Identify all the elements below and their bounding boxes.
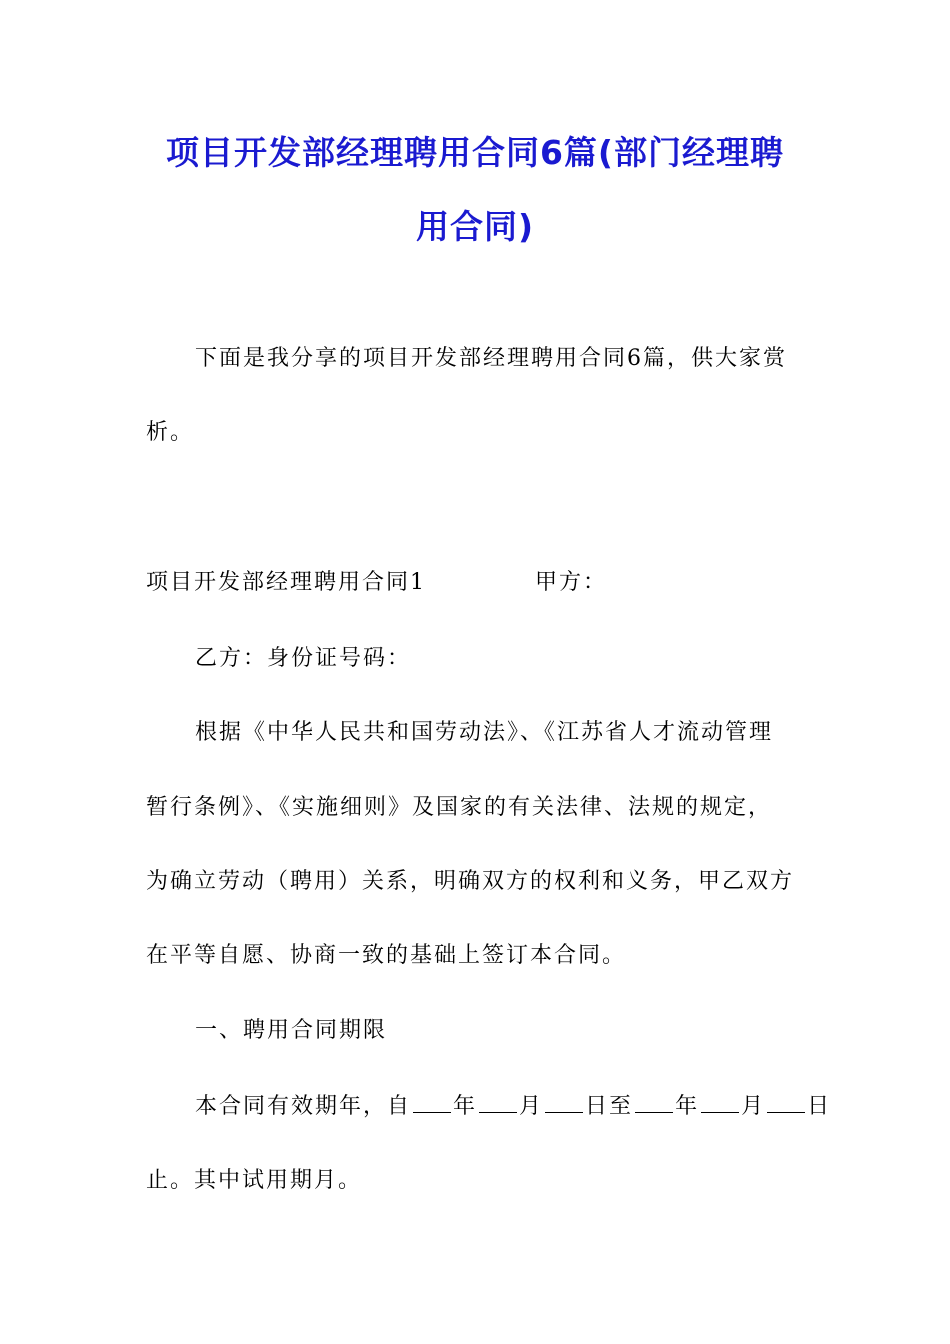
basis-paragraph-line-4: 在平等自愿、协商一致的基础上签订本合同。 xyxy=(146,943,627,968)
term-text: 本合同有效期年，自 xyxy=(195,1094,412,1119)
term-day-label: 日 xyxy=(807,1094,832,1119)
document-title-line-1: 项目开发部经理聘用合同6篇(部门经理聘 xyxy=(165,133,785,172)
contract-heading: 项目开发部经理聘用合同1 xyxy=(146,570,426,595)
basis-paragraph-line-2: 暂行条例》、《实施细则》及国家的有关法律、法规的规定， xyxy=(146,795,773,820)
term-day-label: 日至 xyxy=(585,1094,634,1119)
intro-paragraph-line-2: 析。 xyxy=(146,420,195,445)
blank-field xyxy=(479,1092,517,1113)
document-title-line-2: 用合同) xyxy=(415,207,535,246)
blank-field xyxy=(635,1092,673,1113)
blank-field xyxy=(545,1092,583,1113)
party-a-label: 甲方： xyxy=(535,570,608,595)
blank-field xyxy=(413,1092,451,1113)
term-year-label: 年 xyxy=(675,1094,700,1119)
term-paragraph-line-1 xyxy=(195,1092,831,1122)
term-year-label: 年 xyxy=(453,1094,478,1119)
section-1-heading: 一、聘用合同期限 xyxy=(195,1018,388,1043)
intro-paragraph-line-1: 下面是我分享的项目开发部经理聘用合同6篇，供大家赏 xyxy=(195,346,787,371)
blank-field xyxy=(701,1092,739,1113)
term-month-label: 月 xyxy=(519,1094,544,1119)
blank-field xyxy=(767,1092,805,1113)
term-paragraph-line-2: 止。其中试用期月。 xyxy=(146,1168,363,1193)
party-b-label: 乙方：身份证号码： xyxy=(195,646,412,671)
basis-paragraph-line-3: 为确立劳动（聘用）关系，明确双方的权利和义务，甲乙双方 xyxy=(146,869,795,894)
term-month-label: 月 xyxy=(741,1094,766,1119)
basis-paragraph-line-1: 根据《中华人民共和国劳动法》、《江苏省人才流动管理 xyxy=(195,720,774,745)
